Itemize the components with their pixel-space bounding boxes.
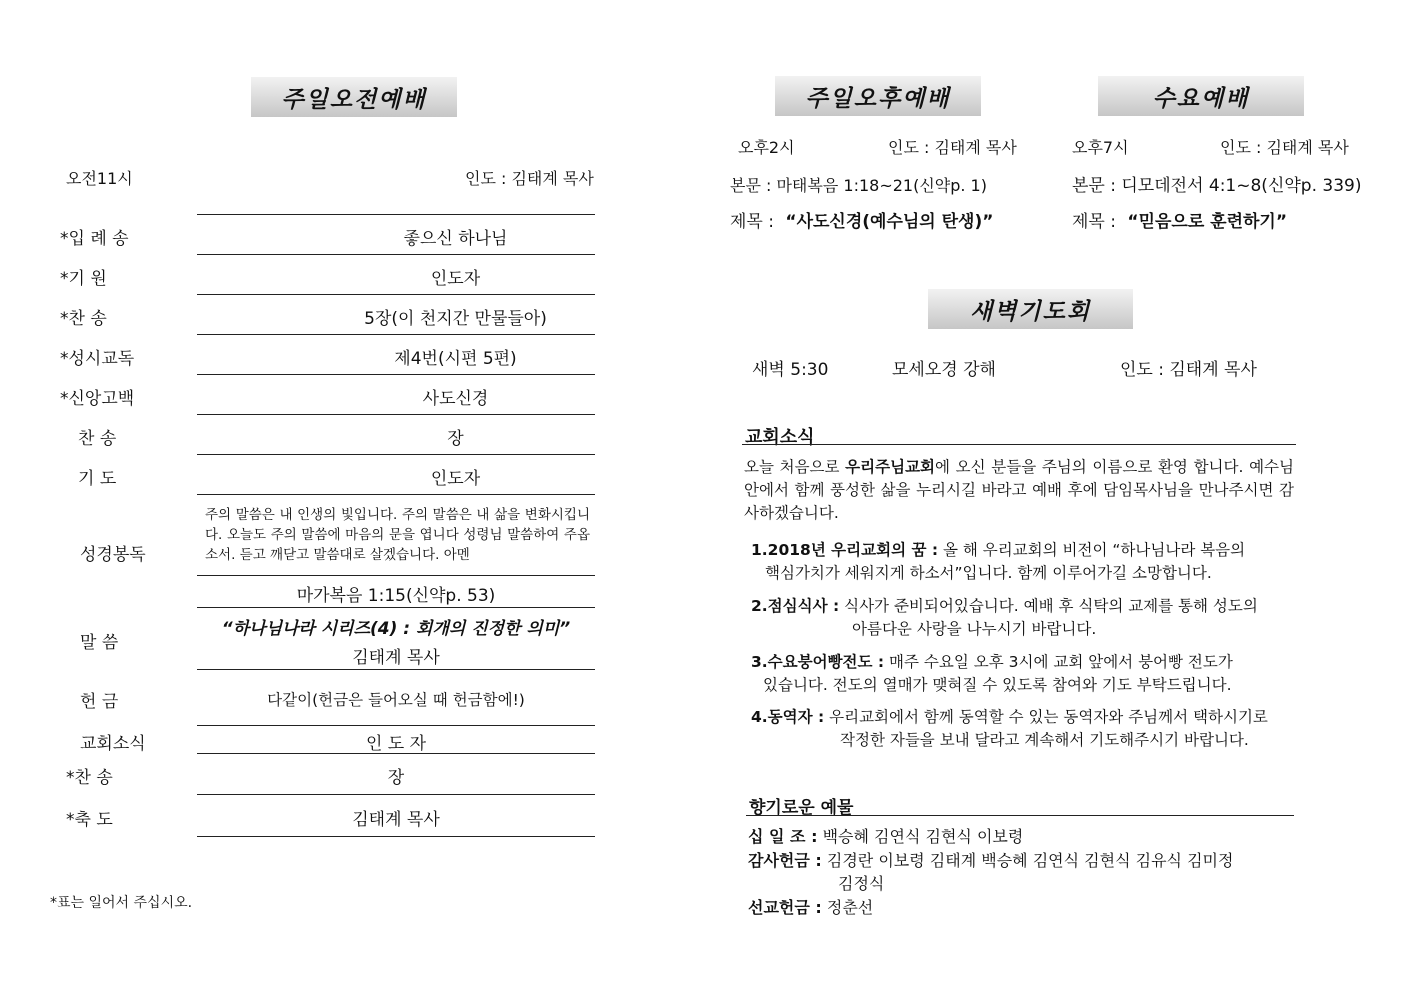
hymn-3-value: 장: [387, 768, 405, 788]
offerings-heading: 향기로운 예물: [749, 798, 854, 818]
wednesday-time: 오후7시: [1072, 138, 1129, 157]
dawn-topic: 모세오경 강해: [892, 360, 996, 380]
news-value: 인 도 자: [365, 734, 427, 754]
order-value: 사도신경: [422, 389, 489, 409]
dawn-time: 새벽 5:30: [752, 360, 829, 380]
reading-label: 성경봉독: [80, 545, 146, 565]
order-value: 인도자: [430, 469, 481, 489]
wednesday-title-row: [1072, 207, 1287, 232]
news-item-text: 매주 수요일 오후 3시에 교회 앞에서 붕어빵 전도가: [889, 653, 1233, 671]
order-value: 5장(이 천지간 만물들아): [364, 309, 547, 329]
divider: [197, 669, 595, 670]
news-item-2: [751, 595, 1296, 641]
news-item-3: [751, 651, 1296, 697]
thanks-row: [748, 848, 1233, 871]
footnote: *표는 일어서 주십시오.: [50, 895, 193, 911]
news-item-text: 우리교회에서 함께 동역할 수 있는 동역자와 주님께서 택하시기로: [829, 708, 1268, 726]
wednesday-text: 본문 : 디모데전서 4:1~8(신약p. 339): [1072, 176, 1362, 196]
order-value: 인도자: [430, 269, 481, 289]
divider: [197, 254, 595, 255]
divider: [197, 294, 595, 295]
mission-label: 선교헌금 :: [748, 898, 822, 917]
news-item-text: 아름다운 사랑을 나누시기 바랍니다.: [852, 620, 1097, 638]
divider: [197, 214, 595, 215]
thanks-names: 김경란 이보령 김태계 백승혜 김연식 김현식 김유식 김미정: [826, 851, 1234, 870]
mission-names: 정춘선: [826, 898, 874, 917]
order-value: 장: [447, 429, 464, 449]
dawn-prayer-banner: 새벽기도회: [928, 289, 1133, 329]
benediction-value: 김태계 목사: [352, 810, 440, 830]
news-item-text: 있습니다. 전도의 열매가 맺혀질 수 있도록 참여와 기도 부탁드립니다.: [763, 676, 1232, 694]
afternoon-time: 오후2시: [738, 138, 795, 157]
order-value: 제4번(시편 5편): [394, 349, 517, 369]
afternoon-title-row: [730, 207, 993, 232]
title-label: 제목 :: [1072, 212, 1116, 232]
afternoon-leader: 인도 : 김태계 목사: [888, 138, 1017, 157]
hymn-3-label: *찬 송: [66, 768, 113, 788]
offering-label: 헌 금: [80, 692, 119, 712]
morning-time: 오전11시: [66, 169, 133, 188]
offering-value: 다같이(헌금은 들어오실 때 헌금함에!): [267, 691, 525, 709]
afternoon-text: 본문 : 마태복음 1:18~21(신약p. 1): [730, 176, 987, 195]
wednesday-title: “믿음으로 훈련하기”: [1127, 212, 1288, 232]
order-value: 좋으신 하나님: [403, 229, 508, 249]
divider: [197, 836, 595, 837]
news-item-text: 식사가 준비되어있습니다. 예배 후 식탁의 교제를 통해 성도의: [844, 597, 1258, 615]
order-label: *입 례 송: [60, 229, 129, 249]
tithe-row: [748, 824, 1023, 847]
mission-row: [748, 895, 873, 918]
church-name: 우리주님교회: [845, 458, 936, 476]
divider: [197, 725, 595, 726]
title-label: 제목 :: [730, 212, 774, 232]
wednesday-leader: 인도 : 김태계 목사: [1220, 138, 1349, 157]
divider: [197, 607, 595, 608]
news-item-text: 작정한 자들을 보내 달라고 계속해서 기도해주시기 바랍니다.: [840, 731, 1249, 749]
thanks-names-continued: 김정식: [838, 874, 885, 893]
divider: [197, 414, 595, 415]
dawn-leader: 인도 : 김태계 목사: [1120, 360, 1257, 380]
news-item-head: 2.점심식사 :: [751, 597, 840, 615]
afternoon-title: “사도신경(예수님의 탄생)”: [785, 212, 994, 232]
divider: [197, 794, 595, 795]
news-item-head: 3.수요붕어빵전도 :: [751, 653, 885, 671]
order-label: *찬 송: [60, 309, 107, 329]
news-heading: 교회소식: [745, 427, 815, 448]
sermon-title: “하나님나라 시리즈(4) : 회개의 진정한 의미”: [221, 619, 571, 639]
morning-leader: 인도 : 김태계 목사: [465, 169, 594, 188]
news-item-4: [751, 706, 1296, 752]
welcome-text: 에 오신 분들을 주님의 이름으로 환영 합니다. 예수님 안에서 함께 풍성한 삶을 누리시길 바라고 예배 후에 담임목사님을 만나주시면 감사하겠습니다.: [744, 458, 1294, 522]
afternoon-service-banner: 주일오후예배: [775, 76, 981, 116]
tithe-names: 백승혜 김연식 김현식 이보령: [822, 827, 1024, 846]
order-label: *성시교독: [60, 349, 135, 369]
sermon-label: 말 씀: [80, 633, 119, 653]
order-label: *신앙고백: [60, 389, 135, 409]
order-label: 찬 송: [78, 429, 117, 449]
reading-prayer: 주의 말씀은 내 인생의 빛입니다. 주의 말씀은 내 삶을 변화시킵니다. 오늘도 주의 말씀에 마음의 문을 엽니다 성령님 말씀하여 주옵소서. 듣고 깨닫고 말씀대로 살겠습니다. 아멘: [205, 507, 590, 563]
news-item-text: 올 해 우리교회의 비전이 “하나님나라 복음의: [942, 541, 1246, 559]
divider: [197, 334, 595, 335]
tithe-label: 십 일 조 :: [748, 827, 818, 846]
reading-reference: 마가복음 1:15(신약p. 53): [296, 586, 496, 606]
thanks-label: 감사헌금 :: [748, 851, 822, 870]
welcome-text: 오늘 처음으로: [744, 458, 846, 476]
order-label: *기 원: [60, 269, 107, 289]
divider: [197, 753, 595, 754]
news-item-text: 핵심가치가 세워지게 하소서”입니다. 함께 이루어가길 소망합니다.: [765, 564, 1212, 582]
offerings-heading-underline: [746, 815, 1294, 816]
divider: [197, 575, 595, 576]
divider: [197, 374, 595, 375]
news-label: 교회소식: [80, 734, 146, 754]
divider: [197, 454, 595, 455]
wednesday-service-banner: 수요예배: [1098, 76, 1304, 116]
divider: [197, 494, 595, 495]
benediction-label: *축 도: [66, 810, 113, 830]
sermon-preacher: 김태계 목사: [352, 648, 440, 668]
news-item-1: [751, 539, 1296, 585]
order-label: 기 도: [78, 469, 117, 489]
news-heading-underline: [742, 444, 1296, 445]
news-item-head: 1.2018년 우리교회의 꿈 :: [751, 541, 939, 559]
news-item-head: 4.동역자 :: [751, 708, 825, 726]
welcome-paragraph: [744, 456, 1294, 525]
morning-service-banner: 주일오전예배: [251, 77, 457, 117]
